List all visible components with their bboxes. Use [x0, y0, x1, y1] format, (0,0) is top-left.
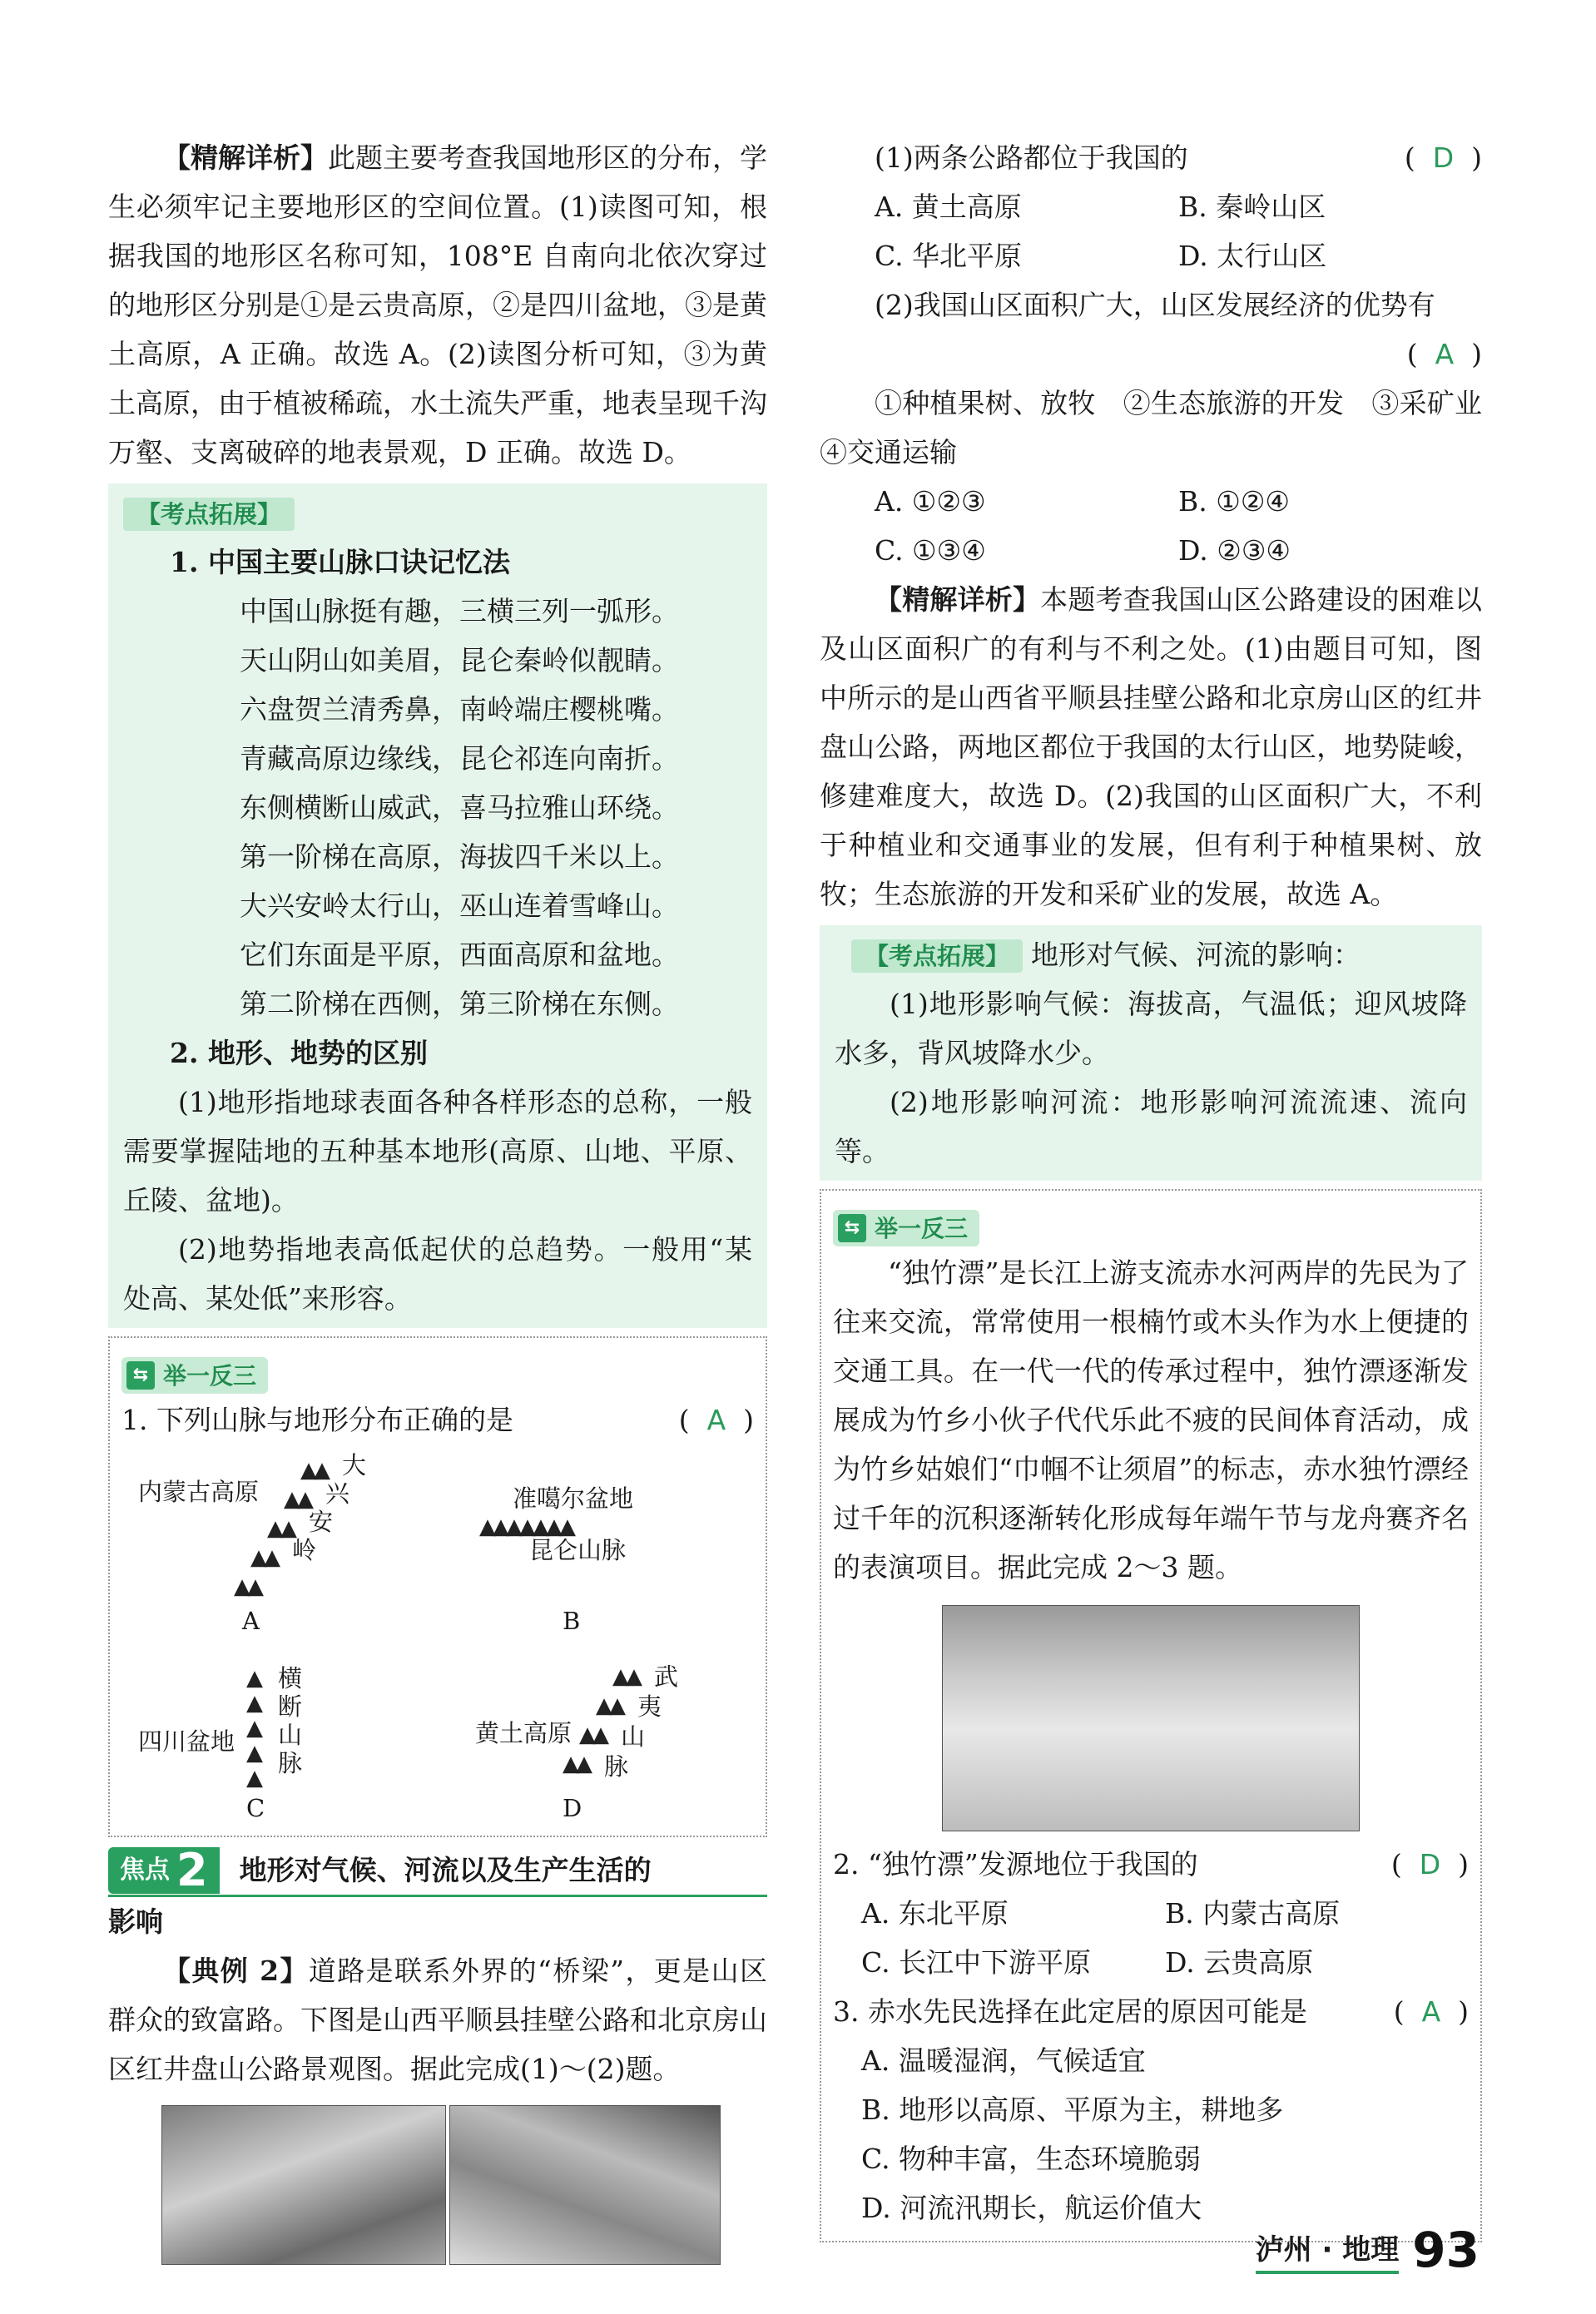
- option: D. ②③④: [1178, 534, 1291, 567]
- option: D. 云贵高原: [1165, 1946, 1314, 1979]
- mountain-icon: ▲▲: [250, 1545, 277, 1570]
- focus-heading: [108, 1846, 767, 1897]
- option: D. 河流汛期长，航运价值大: [861, 2192, 1202, 2224]
- answer-paren: ( A ): [678, 1404, 754, 1436]
- poem-line: 六盘贺兰清秀鼻，南岭端庄樱桃嘴。: [240, 693, 679, 726]
- label-hengduan-4: 脉: [278, 1749, 303, 1777]
- example-2: [108, 1946, 767, 2094]
- photo-hongjing-road: [449, 2105, 721, 2265]
- label-hengduan-2: 断: [278, 1692, 303, 1721]
- mountain-icon: ▲: [246, 1716, 260, 1741]
- mountain-icon: ▲▲: [596, 1693, 622, 1718]
- option: B. 内蒙古高原: [1165, 1897, 1341, 1930]
- mountain-icon: ▲▲: [284, 1487, 310, 1512]
- label-wuyi-1: 武: [654, 1662, 679, 1691]
- extension-para-1: (1)地形影响气候：海拔高，气温低；迎风坡降水多，背风坡降水少。: [835, 988, 1467, 1069]
- extension-tag: 【考点拓展】: [851, 939, 1023, 973]
- option: B. 地形以高原、平原为主，耕地多: [861, 2094, 1284, 2126]
- option-letter-d: D: [563, 1794, 582, 1822]
- label-hengduan-3: 山: [278, 1721, 303, 1749]
- extension-heading-2: 2. 地形、地势的区别: [170, 1037, 428, 1069]
- poem-line: 东侧横断山威武，喜马拉雅山环绕。: [240, 791, 679, 824]
- extension-para-2: (2)地势指地表高低起伏的总趋势。一般用“某处高、某处低”来形容。: [123, 1233, 752, 1315]
- extension-tag: 【考点拓展】: [123, 498, 295, 531]
- question-1: 1. 下列山脉与地形分布正确的是 ( A ): [121, 1395, 754, 1444]
- extension-para-1: (1)地形指地球表面各种各样形态的总称，一般需要掌握陆地的五种基本地形(高原、山地、平原、丘陵、盆地)。: [123, 1086, 752, 1216]
- photo-guabi-road: [161, 2105, 446, 2265]
- poem-line: 大兴安岭太行山，巫山连着雪峰山。: [240, 889, 679, 922]
- poem-line: 第一阶梯在高原，海拔四千米以上。: [240, 840, 679, 873]
- analysis-text: 此题主要考查我国地形区的分布，学生必须牢记主要地形区的空间位置。(1)读图可知，根据我国的地形区名称可知，108°E 自南向北依次穿过的地形区分别是①是云贵高原，②是四川盆地，③是黄土高原，A 正确。故选 A。(2)读图分析可知，③为黄土高原，由于植被稀疏，水土流失严重，地表呈现千沟万壑、支离破碎的地表景观，D 正确。故选 D。: [108, 141, 767, 468]
- extension-heading-1: 1. 中国主要山脉口诀记忆法: [170, 546, 510, 578]
- swap-arrows-icon: ⇆: [838, 1214, 866, 1242]
- photo-bamboo-rafting: [942, 1605, 1360, 1831]
- option: C. ①③④: [875, 534, 986, 567]
- option-letter-a: A: [242, 1607, 260, 1635]
- focus-number: 2: [176, 1844, 208, 1896]
- focus-badge: 焦点 2: [108, 1847, 220, 1894]
- label-wuyi-4: 脉: [604, 1752, 629, 1781]
- answer-q1: A: [706, 1404, 726, 1436]
- question-r3: 3. 赤水先民选择在此定居的原因可能是 ( A ): [833, 1995, 1469, 2028]
- options-r3: [833, 2036, 1469, 2232]
- mountain-icon: ▲▲▲▲▲▲▲: [479, 1514, 572, 1539]
- mountain-icon: ▲: [246, 1741, 260, 1766]
- extension-box-left: [108, 483, 767, 1328]
- mountain-icon: ▲▲: [300, 1458, 327, 1483]
- answer-r2: A: [1435, 338, 1455, 370]
- answer-r3: A: [1421, 1995, 1441, 2028]
- page-number: 93: [1412, 2222, 1480, 2278]
- practice-label: ⇆ 举一反三: [833, 1210, 979, 1246]
- label-kunlun: 昆仑山脉: [529, 1536, 627, 1564]
- mountain-icon: ▲: [246, 1666, 260, 1691]
- practice-box-left: [108, 1336, 767, 1837]
- extension-box-right: [820, 925, 1482, 1181]
- analysis-paragraph-2: [820, 575, 1482, 919]
- focus-title-2: 影响: [108, 1905, 163, 1938]
- practice-box-right: [820, 1189, 1482, 2242]
- page-footer: [1255, 2222, 1480, 2278]
- poem-line: 第二阶梯在西侧，第三阶梯在东侧。: [240, 988, 679, 1020]
- option: C. 物种丰富，生态环境脆弱: [861, 2143, 1202, 2175]
- example-text: 道路是联系外界的“桥梁”，更是山区群众的致富路。下图是山西平顺县挂壁公路和北京房山区红井盘山公路景观图。据此完成(1)～(2)题。: [108, 1955, 767, 2085]
- mountain-diagram: [121, 1444, 754, 1827]
- options-r2b: [833, 1889, 1469, 1987]
- option: B. 秦岭山区: [1178, 191, 1326, 223]
- mountain-icon: ▲▲: [234, 1574, 260, 1599]
- question-r2-items: ①种植果树、放牧 ②生态旅游的开发 ③采矿业 ④交通运输: [820, 387, 1509, 468]
- option: D. 太行山区: [1178, 240, 1327, 272]
- analysis-tag: 【精解详析】: [875, 583, 1041, 616]
- question-r2: (2)我国山区面积广大，山区发展经济的优势有: [875, 289, 1435, 321]
- label-daxinganling-1: 大: [342, 1451, 367, 1479]
- label-junggar-basin: 准噶尔盆地: [513, 1484, 634, 1513]
- extension-para-2: (2)地形影响河流：地形影响河流流速、流向等。: [835, 1086, 1467, 1167]
- answer-r2b: D: [1419, 1848, 1441, 1880]
- poem-line: 它们东面是平原，西面高原和盆地。: [240, 939, 679, 971]
- passage: “独竹漂”是长江上游支流赤水河两岸的先民为了往来交流，常常使用一根楠竹或木头作为水上便捷的交通工具。在一代一代的传承过程中，独竹漂逐渐发展成为竹乡小伙子代代乐此不疲的民间体育活动，成为竹乡姑娘们“巾帼不让须眉”的标志，赤水独竹漂经过千年的沉积逐渐转化形成每年端午节与龙舟赛齐名的表演项目。据此完成 2～3 题。: [833, 1256, 1469, 1583]
- label-loess-plateau: 黄土高原: [475, 1719, 572, 1747]
- question-r1: (1)两条公路都位于我国的 ( D ): [875, 141, 1482, 174]
- swap-arrows-icon: ⇆: [126, 1361, 155, 1390]
- right-column: [820, 133, 1509, 2251]
- label-wuyi-2: 夷: [637, 1692, 662, 1721]
- analysis-paragraph-1: [108, 133, 767, 477]
- answer-paren-r2: ( A ): [1406, 338, 1482, 370]
- left-column: [108, 133, 767, 2265]
- poem-line: 中国山脉挺有趣，三横三列一弧形。: [240, 595, 679, 627]
- label-daxinganling-4: 岭: [292, 1536, 317, 1564]
- label-inner-mongolia: 内蒙古高原: [138, 1478, 260, 1506]
- focus-title-1: 地形对气候、河流以及生产生活的: [239, 1854, 652, 1886]
- footer-label: 泸州 · 地理: [1256, 2227, 1400, 2274]
- mountain-icon: ▲▲: [267, 1516, 294, 1541]
- option-letter-c: C: [246, 1794, 265, 1822]
- extension-intro: 【考点拓展】 地形对气候、河流的影响：: [835, 930, 1467, 979]
- label-hengduan-1: 横: [278, 1664, 303, 1692]
- poem-line: 青藏高原边缘线，昆仑祁连向南折。: [240, 742, 679, 775]
- question-r2b: 2. “独竹漂”发源地位于我国的 ( D ): [833, 1848, 1469, 1880]
- analysis-tag: 【精解详析】: [163, 141, 328, 174]
- option: A. ①②③: [875, 485, 986, 518]
- mountain-icon: ▲▲: [579, 1722, 606, 1747]
- label-sichuan-basin: 四川盆地: [138, 1727, 235, 1756]
- label-wuyi-3: 山: [621, 1722, 646, 1751]
- option: A. 黄土高原: [875, 191, 1022, 223]
- options-r1: [820, 182, 1482, 280]
- option: B. ①②④: [1178, 485, 1290, 518]
- option: A. 东北平原: [861, 1897, 1009, 1930]
- label-daxinganling-3: 安: [309, 1508, 334, 1536]
- poem-line: 天山阴山如美眉，昆仑秦岭似靓睛。: [240, 644, 679, 676]
- road-photos: [161, 2105, 767, 2265]
- mountain-icon: ▲: [246, 1691, 260, 1716]
- analysis-text: 本题考查我国山区公路建设的困难以及山区面积广的有利与不利之处。(1)由题目可知，图中所示的是山西省平顺县挂壁公路和北京房山区的红井盘山公路，两地区都位于我国的太行山区，地势陡峻，修建难度大，故选 D。(2)我国的山区面积广大，不利于种植业和交通事业的发展，但有利于种植果树、放牧；生态旅游的开发和采矿业的发展，故选 A。: [820, 583, 1483, 910]
- practice-label: ⇆ 举一反三: [121, 1357, 268, 1394]
- options-r2: [820, 477, 1482, 575]
- option-letter-b: B: [563, 1607, 581, 1635]
- mountain-icon: ▲▲: [612, 1664, 639, 1689]
- answer-r1: D: [1432, 141, 1455, 174]
- label-daxinganling-2: 兴: [325, 1479, 350, 1508]
- option: C. 华北平原: [875, 240, 1023, 272]
- mountain-icon: ▲▲: [563, 1752, 589, 1776]
- option: A. 温暖湿润，气候适宜: [861, 2044, 1146, 2077]
- example-tag: 【典例 2】: [163, 1955, 309, 1987]
- mountain-poem: [123, 587, 752, 1028]
- mountain-icon: ▲: [246, 1766, 260, 1791]
- option: C. 长江中下游平原: [861, 1946, 1092, 1979]
